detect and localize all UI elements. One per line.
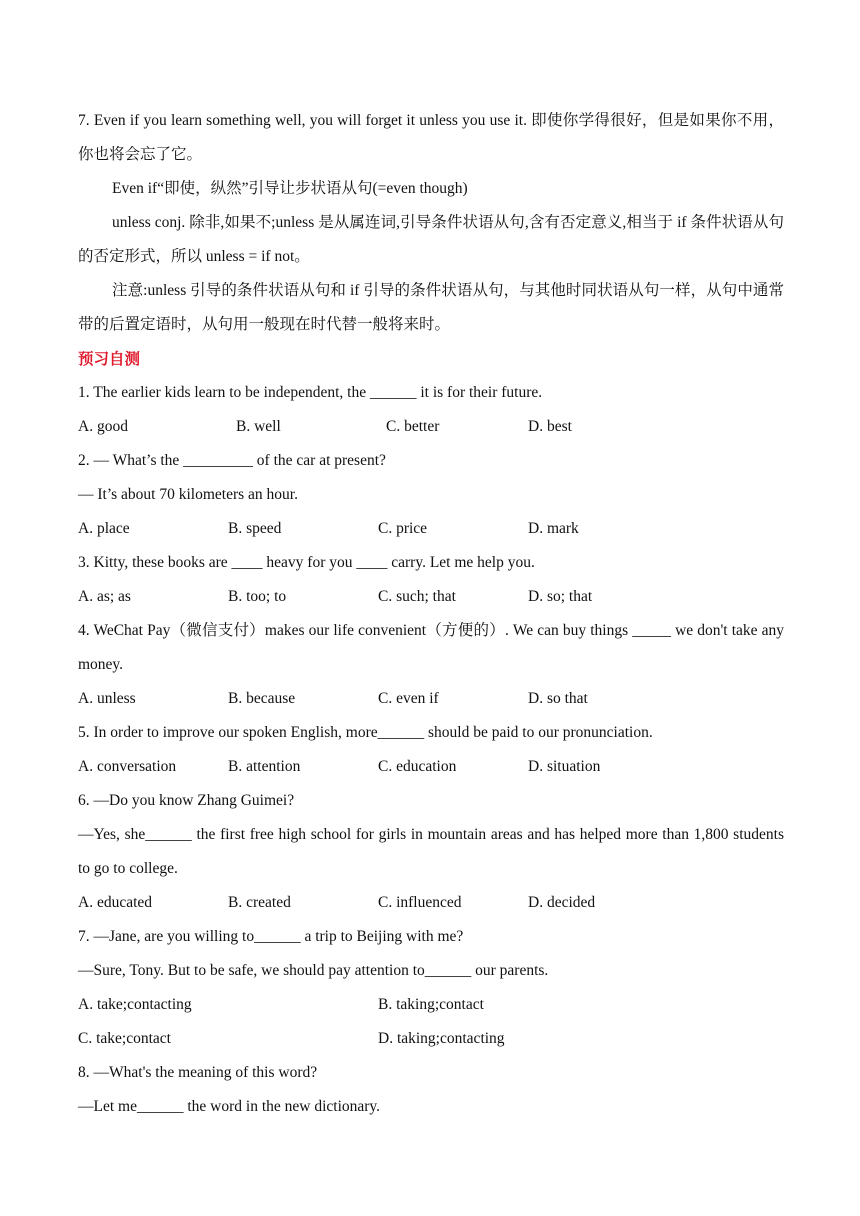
question-stem: —Yes, she______ the first free high school for girls in mountain areas and has helped more than 1,800 students to go to college. — [78, 826, 784, 877]
option: B. well — [236, 418, 281, 435]
question-options — [78, 988, 784, 1022]
question-stem: 4. WeChat Pay（微信支付）makes our life convenient（方便的）. We can buy things _____ we don't take any money. — [78, 622, 784, 673]
option: D. taking;contacting — [378, 1030, 505, 1047]
option: D. so; that — [528, 588, 593, 605]
question-stem: —Sure, Tony. But to be safe, we should pay attention to______ our parents. — [78, 962, 549, 979]
option: C. better — [386, 418, 440, 435]
question-options — [78, 886, 784, 920]
option: B. because — [228, 690, 296, 707]
option: D. decided — [528, 894, 596, 911]
option: C. price — [378, 520, 428, 537]
option: B. speed — [228, 520, 282, 537]
document-page — [78, 104, 784, 1124]
option: B. created — [228, 894, 291, 911]
option: D. situation — [528, 758, 601, 775]
option: C. such; that — [378, 588, 456, 605]
question-stem: 1. The earlier kids learn to be independent, the ______ it is for their future. — [78, 384, 543, 401]
question-options — [78, 750, 784, 784]
option: A. take;contacting — [78, 996, 192, 1013]
option: A. place — [78, 520, 130, 537]
question-stem: 2. — What’s the _________ of the car at present? — [78, 452, 386, 469]
question-options — [78, 682, 784, 716]
question-options — [78, 410, 784, 444]
question-stem: 5. In order to improve our spoken English, more______ should be paid to our pronunciation. — [78, 724, 653, 741]
question-stem: 8. —What's the meaning of this word? — [78, 1064, 318, 1081]
note-attention: 注意:unless 引导的条件状语从句和 if 引导的条件状语从句，与其他时同状语从句一样，从句中通常带的后置定语时，从句用一般现在时代替一般将来时。 — [78, 282, 784, 333]
option: C. education — [378, 758, 457, 775]
option: D. best — [528, 418, 572, 435]
question-options — [78, 580, 784, 614]
question-options — [78, 1022, 784, 1056]
option: A. unless — [78, 690, 136, 707]
note-sentence: 7. Even if you learn something well, you will forget it unless you use it. 即使你学得很好，但是如果你不用，你也将会忘了它。 — [78, 112, 784, 163]
option: C. even if — [378, 690, 439, 707]
option: B. attention — [228, 758, 301, 775]
note-even-if: Even if“即使，纵然”引导让步状语从句(=even though) — [112, 180, 468, 197]
question-stem: — It’s about 70 kilometers an hour. — [78, 486, 298, 503]
option: D. so that — [528, 690, 588, 707]
question-stem: 7. —Jane, are you willing to______ a trip to Beijing with me? — [78, 928, 464, 945]
option: A. as; as — [78, 588, 131, 605]
option: B. taking;contact — [378, 996, 484, 1013]
option: B. too; to — [228, 588, 287, 605]
question-stem: 3. Kitty, these books are ____ heavy for you ____ carry. Let me help you. — [78, 554, 535, 571]
section-title: 预习自测 — [78, 350, 141, 368]
option: C. take;contact — [78, 1030, 171, 1047]
question-options — [78, 512, 784, 546]
question-stem: —Let me______ the word in the new dictionary. — [78, 1098, 381, 1115]
option: C. influenced — [378, 894, 462, 911]
option: D. mark — [528, 520, 579, 537]
question-stem: 6. —Do you know Zhang Guimei? — [78, 792, 295, 809]
option: A. conversation — [78, 758, 177, 775]
option: A. educated — [78, 894, 153, 911]
note-unless: unless conj. 除非,如果不;unless 是从属连词,引导条件状语从句,含有否定意义,相当于 if 条件状语从句的否定形式，所以 unless = if not。 — [78, 214, 784, 265]
option: A. good — [78, 418, 128, 435]
